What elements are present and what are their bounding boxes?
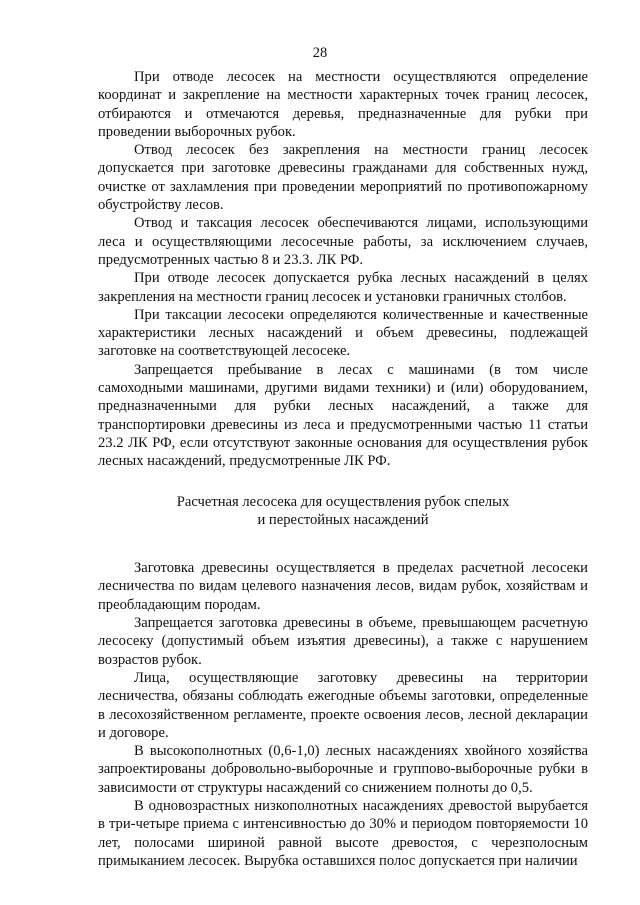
paragraph: При отводе лесосек допускается рубка лесных насаждений в целях закрепления на местности границ лесосек и установки граничных столбов. [98,270,588,305]
section-heading-line: и перестойных насаждений [257,511,429,528]
paragraph: Запрещается заготовка древесины в объеме, превышающем расчетную лесосеку (допустимый объем изъятия древесины), а также с нарушением возрастов рубок. [98,615,588,668]
paragraph: Лица, осуществляющие заготовку древесины на территории лесничества, обязаны соблюдать ежегодные объемы заготовки, определенные в лесохозяйственном регламенте, проекте освоения лесов, лесной декларации и договоре. [98,669,588,741]
paragraph: При таксации лесосеки определяются количественные и качественные характеристики лесных насаждений и объем древесины, подлежащей заготовке на соответствующей лесосеке. [98,306,588,360]
paragraph: При отводе лесосек на местности осуществляются определение координат и закрепление на местности характерных точек границ лесосек, отбираются и отмечаются деревья, предназначенные для рубки при проведении выборочных рубок. [98,69,588,140]
page-number: 28 [312,45,328,61]
section-heading [98,493,588,530]
paragraph: Заготовка древесины осуществляется в пределах расчетной лесосеки лесничества по видам целевого назначения лесов, видам рубок, хозяйствам и преобладающим породам. [98,560,588,613]
paragraph: Запрещается пребывание в лесах с машинами (в том числе самоходными машинами, другими видами техники) и (или) оборудованием, предназначенными для рубки лесных насаждений, а также для транспортировки древесины из леса и предусмотренными частью 11 статьи 23.2 ЛК РФ, если отсутствуют законные основания для осуществления рубок лесных насаждений, предусмотренные ЛК РФ. [98,361,588,470]
paragraph: Отвод лесосек без закрепления на местности границ лесосек допускается при заготовке древесины гражданами для собственных нужд, очистке от захламления при проведении мероприятий по противопожарному обустройству лесов. [98,142,588,214]
page-body [98,68,588,870]
paragraph: Отвод и таксация лесосек обеспечиваются лицами, использующими леса и осуществляющими лесосечные работы, за исключением случаев, предусмотренных частью 8 и 23.3. ЛК РФ. [98,215,588,268]
paragraph: В высокополнотных (0,6-1,0) лесных насаждениях хвойного хозяйства запроектированы добровольно-выборочные и группово-выборочные рубки в зависимости от структуры насаждений со снижением полноты до 0,5. [98,743,588,796]
section-heading-line: Расчетная лесосека для осуществления рубок спелых [176,493,510,510]
paragraph: В одновозрастных низкополнотных насаждениях древостой вырубается в три-четыре приема с интенсивностью до 30% и периодом повторяемости 10 лет, полосами шириной равной высоте древостоя, с черезполосным примыканием лесосек. Вырубка оставшихся полос допускается при наличии [98,797,588,869]
